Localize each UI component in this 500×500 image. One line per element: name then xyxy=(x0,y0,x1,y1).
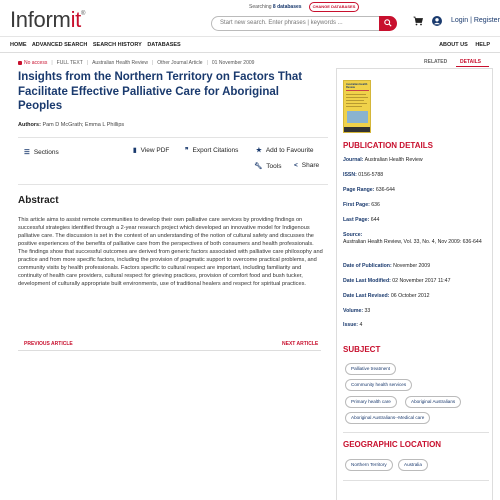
searching-status xyxy=(249,4,302,10)
location-tag[interactable]: Australia xyxy=(398,459,428,471)
nav-databases[interactable]: DATABASES xyxy=(147,42,181,48)
authors xyxy=(18,122,124,128)
authors-list[interactable]: Pam D McGrath; Emma L Phillips xyxy=(42,122,125,128)
previous-article-link[interactable]: PREVIOUS ARTICLE xyxy=(24,341,73,347)
tools-label: Tools xyxy=(266,163,282,170)
user-icon[interactable] xyxy=(432,16,442,26)
login-register-link[interactable]: Login | Register xyxy=(451,17,500,24)
add-favourite-label: Add to Favourite xyxy=(265,147,314,154)
journal-cover-image[interactable] xyxy=(343,80,371,133)
logo-highlight: it xyxy=(70,7,81,32)
nav-search-history[interactable]: SEARCH HISTORY xyxy=(92,42,142,48)
next-article-link[interactable]: NEXT ARTICLE xyxy=(282,341,319,347)
search-icon xyxy=(384,19,392,27)
divider xyxy=(343,480,489,481)
document-icon: ▮ xyxy=(133,147,137,154)
cart-icon[interactable] xyxy=(413,16,423,26)
export-citations-button[interactable] xyxy=(185,146,238,154)
subject-tag[interactable]: Aboriginal Australians--Medical care xyxy=(345,412,430,424)
search-button[interactable] xyxy=(379,16,397,31)
detail-volume: Volume: 33 xyxy=(343,308,371,314)
subject-heading: SUBJECT xyxy=(343,345,381,354)
divider xyxy=(18,137,328,138)
active-tab-indicator xyxy=(456,66,489,67)
detail-date-modified: Date Last Modified: 02 November 2017 11:47 xyxy=(343,278,451,284)
subject-tag[interactable]: Aboriginal Australians xyxy=(405,396,461,408)
subject-tag[interactable]: Community health services xyxy=(345,379,412,391)
share-label: Share xyxy=(301,162,320,169)
access-status: No access xyxy=(24,60,48,66)
abstract-text: This article aims to assist remote communities to develop their own palliative care services by providing findings on successful strategies identified through a 2-year research project which developed an innovative model for Indigenous palliative care. The discussion is set in the context of an understanding of the notion of cultural safety and discusses the positive experiences of the benefits of palliative care from the perspectives of both consumers and health professionals. The findings show that successful outcomes are derived from generic factors associated with palliative care philosophy and practice and from more specific factors, including the provision of pragmatic support to overcome practical problems, and community visits by health professionals. Factors specific to cultural respect are important, including familiarity and continuity of health care providers, cultural respect for grieving practices, provision of comfort food and bush tucker, development of culturally appropriate built environments, use of traditional healers and respect for spiritual practices. xyxy=(18,217,323,288)
quote-icon: ❞ xyxy=(185,147,189,154)
detail-date-publication: Date of Publication: November 2009 xyxy=(343,263,431,269)
header-divider xyxy=(0,36,500,37)
tools-button[interactable] xyxy=(254,162,281,170)
format-label: FULL TEXT xyxy=(56,60,83,66)
divider xyxy=(18,350,321,351)
export-citations-label: Export Citations xyxy=(192,147,239,154)
subject-tag[interactable]: Palliative treatment xyxy=(345,363,396,375)
database-count[interactable]: 8 databases xyxy=(272,4,302,10)
nav-advanced-search[interactable]: ADVANCED SEARCH xyxy=(31,42,88,48)
detail-first-page: First Page: 636 xyxy=(343,202,380,208)
search-input[interactable]: Start new search. Enter phrases | keywords ... xyxy=(211,16,379,31)
nav-help[interactable]: HELP xyxy=(475,42,490,48)
article-title: Insights from the Northern Territory on Factors That Facilitate Effective Palliative Care for Aboriginal Peoples xyxy=(18,71,303,112)
nav-divider xyxy=(0,52,500,53)
add-favourite-button[interactable] xyxy=(256,146,314,154)
tab-details[interactable]: DETAILS xyxy=(460,59,482,65)
detail-source: Source: Australian Health Review, Vol. 33, No. 4, Nov 2009: 636-644 xyxy=(343,232,482,245)
journal-link[interactable]: Australian Health Review xyxy=(364,157,423,163)
article-meta: No access | FULL TEXT | Australian Health Review | Other Journal Article | 01 November 2009 xyxy=(18,60,254,66)
detail-issn: ISSN: 0156-5788 xyxy=(343,172,384,178)
informit-logo[interactable]: Informit® xyxy=(10,7,86,32)
sections-label: Sections xyxy=(33,149,59,156)
secondary-nav xyxy=(433,42,490,48)
divider xyxy=(343,432,489,433)
geographic-location-heading: GEOGRAPHIC LOCATION xyxy=(343,440,442,449)
change-databases-button[interactable]: CHANGE DATABASES xyxy=(309,2,359,12)
abstract-heading: Abstract xyxy=(18,195,59,206)
nav-about-us[interactable]: ABOUT US xyxy=(439,42,468,48)
tab-related[interactable]: RELATED xyxy=(424,59,448,65)
detail-page-range: Page Range: 636-644 xyxy=(343,187,395,193)
cover-title: Australian Health Review xyxy=(346,83,368,89)
detail-last-page: Last Page: 644 xyxy=(343,217,380,223)
star-icon: ★ xyxy=(256,147,262,154)
article-date: 01 November 2009 xyxy=(211,60,255,66)
article-type: Other Journal Article xyxy=(157,60,203,66)
divider xyxy=(18,184,328,185)
subject-tag[interactable]: Primary health care xyxy=(345,396,397,408)
detail-issue: Issue: 4 xyxy=(343,322,363,328)
share-button[interactable] xyxy=(294,162,319,169)
detail-date-revised: Date Last Revised: 06 October 2012 xyxy=(343,293,430,299)
location-tag[interactable]: Northern Territory xyxy=(345,459,393,471)
share-icon: < xyxy=(294,162,298,169)
logo-text: Inform xyxy=(10,7,71,32)
nav-home[interactable]: HOME xyxy=(10,42,27,48)
wrench-icon: 🔧︎ xyxy=(254,163,263,170)
sections-button[interactable] xyxy=(24,148,59,156)
main-nav xyxy=(10,42,185,48)
searching-label: Searching xyxy=(249,4,272,10)
authors-label: Authors: xyxy=(18,122,41,128)
list-icon: ☰ xyxy=(24,149,30,156)
publication-details-heading: PUBLICATION DETAILS xyxy=(343,141,433,150)
journal-label[interactable]: Australian Health Review xyxy=(92,60,148,66)
detail-journal: Journal: Australian Health Review xyxy=(343,157,423,163)
lock-icon xyxy=(18,61,22,65)
view-pdf-button[interactable] xyxy=(133,146,169,154)
view-pdf-label: View PDF xyxy=(140,147,170,154)
